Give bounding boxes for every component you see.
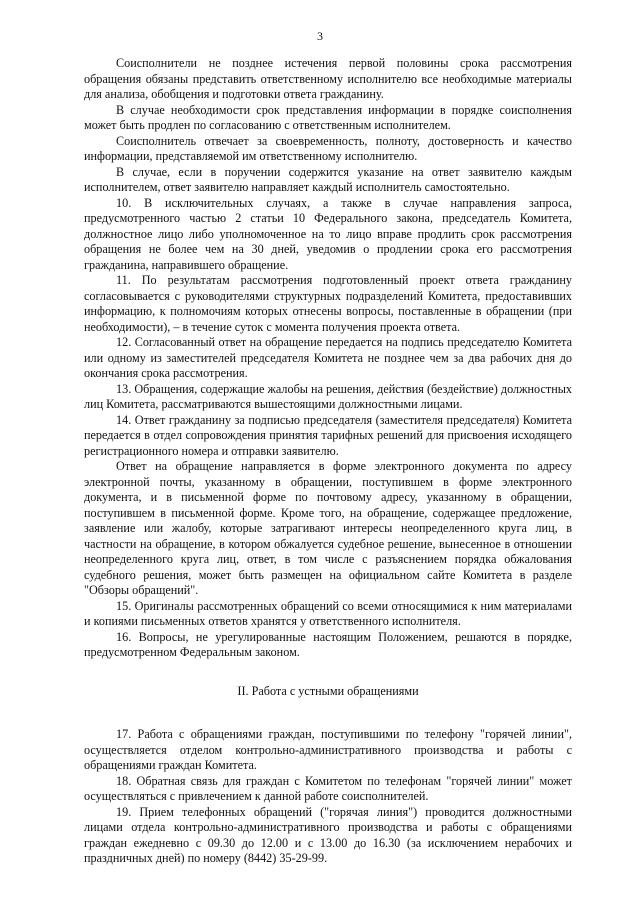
paragraph-co-executors-deadline: Соисполнители не позднее истечения первой половины срока рассмотрения обращения обязаны представить ответственному исполнителю все необходимые материалы для анализа, обобщения и подготовки ответа гражданину. xyxy=(84,56,572,101)
paragraph-item-18: 18. Обратная связь для граждан с Комитетом по телефонам "горячей линии" может осуществляться с привлечением к данной работе соисполнителей. xyxy=(84,773,572,803)
paragraph-item-12: 12. Согласованный ответ на обращение передается на подпись председателю Комитета или одному из заместителей председателя Комитета не позднее чем за два рабочих дня до окончания срока рассмотрения. xyxy=(84,335,572,380)
paragraph-item-11: 11. По результатам рассмотрения подготовленный проект ответа гражданину согласовывается с руководителями структурных подразделений Комитета, предоставивших информацию, к полномочиям которых отнесены вопросы, поставленные в обращении (при необходимости), – в течение суток с момента получения проекта ответа. xyxy=(84,273,572,334)
section-heading: II. Работа с устными обращениями xyxy=(237,683,419,698)
paragraph-item-15: 15. Оригиналы рассмотренных обращений со всеми относящимися к ним материалами и копиями письменных ответов хранятся у ответственного исполнителя. xyxy=(84,598,572,628)
paragraph-extension: В случае необходимости срок представления информации в порядке соисполнения может быть продлен по согласованию с ответственным исполнителем. xyxy=(84,102,572,132)
page-number: 3 xyxy=(317,29,323,43)
paragraph-responsibility: Соисполнитель отвечает за своевременность, полноту, достоверность и качество информации, представляемой им ответственному исполнителю. xyxy=(84,133,572,163)
paragraph-item-14: 14. Ответ гражданину за подписью председателя (заместителя председателя) Комитета передается в отдел сопровождения принятия тарифных решений для присвоения исходящего регистрационного номера и отправки заявителю. xyxy=(84,412,572,458)
paragraph-item-16: 16. Вопросы, не урегулированные настоящим Положением, решаются в порядке, предусмотренном Федеральным законом. xyxy=(84,629,572,659)
document-body xyxy=(84,56,572,867)
paragraph-each-executor: В случае, если в поручении содержится указание на ответ заявителю каждым исполнителем, ответ заявителю направляет каждый исполнитель самостоятельно. xyxy=(84,164,572,194)
paragraph-item-19: 19. Прием телефонных обращений ("горячая линия") проводится должностными лицами отдела контрольно-административного производства и работы с обращениями граждан ежедневно с 09.30 до 12.00 и с 13.00 до 16.30 (за исключением нерабочих и праздничных дней) по номеру (8442) 35-29-99. xyxy=(84,804,572,865)
paragraph-item-10: 10. В исключительных случаях, а также в случае направления запроса, предусмотренного частью 2 статьи 10 Федерального закона, председатель Комитета, должностное лицо либо уполномоченное на то лицо вправе продлить срок рассмотрения обращения не более чем на 30 дней, уведомив о продлении срока его рассмотрения гражданина, направившего обращение. xyxy=(84,195,572,272)
paragraph-answer-form: Ответ на обращение направляется в форме электронного документа по адресу электронной почты, указанному в обращении, поступившем в форме электронного документа, и в письменной форме по почтовому адресу, указанному в обращении, поступившем в письменной форме. Кроме того, на обращение, содержащее предложение, заявление или жалобу, которые затрагивают интересы неопределенного круга лиц, в частности на обращение, в котором обжалуется судебное решение, вынесенное в отношении неопределенного круга лиц, ответ, в том числе с разъяснением порядка обжалования судебного решения, может быть размещен на официальном сайте Комитета в разделе "Обзоры обращений". xyxy=(84,459,572,597)
paragraph-item-13: 13. Обращения, содержащие жалобы на решения, действия (бездействие) должностных лиц Комитета, рассматриваются вышестоящими должностными лицами. xyxy=(84,381,572,411)
paragraph-item-17: 17. Работа с обращениями граждан, поступившими по телефону "горячей линии", осуществляется отделом контрольно-административного производства и работы с обращениями граждан Комитета. xyxy=(84,727,572,772)
